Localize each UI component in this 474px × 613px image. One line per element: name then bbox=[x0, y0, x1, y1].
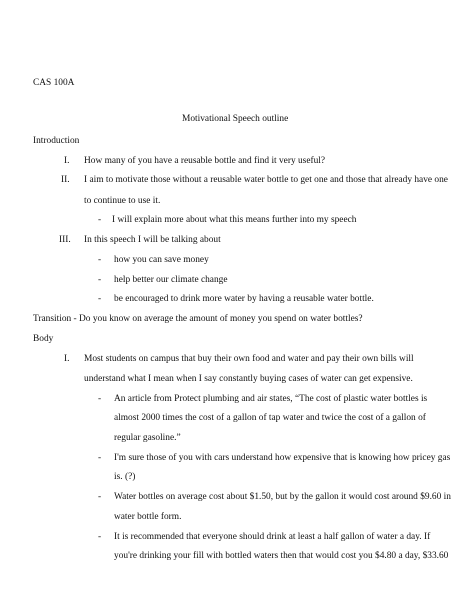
transition-text: Transition - Do you know on average the amount of money you spend on water bottles? bbox=[33, 314, 363, 324]
course-header: CAS 100A bbox=[33, 78, 75, 88]
list-marker: I. bbox=[64, 354, 70, 364]
body-heading: Body bbox=[33, 334, 54, 344]
subpoint-text: be encouraged to drink more water by having a reusable water bottle. bbox=[114, 294, 374, 304]
subpoint-text: is. (?) bbox=[114, 472, 136, 482]
bullet-dash: - bbox=[98, 492, 102, 502]
list-item-text: In this speech I will be talking about bbox=[84, 235, 221, 245]
subpoint-text: An article from Protect plumbing and air states, “The cost of plastic water bottles is bbox=[114, 394, 428, 404]
list-marker: II. bbox=[61, 175, 70, 185]
subpoint-text: It is recommended that everyone should drink at least a half gallon of water a day. If bbox=[114, 532, 431, 542]
subpoint-text: Water bottles on average cost about $1.50, but by the gallon it would cost around $9.60 in bbox=[114, 492, 451, 502]
subpoint-text: I will explain more about what this means further into my speech bbox=[112, 215, 357, 225]
subpoint-text: help better our climate change bbox=[114, 275, 228, 285]
bullet-dash: - bbox=[98, 532, 102, 542]
bullet-dash: - bbox=[98, 255, 102, 265]
list-item-text: I aim to motivate those without a reusable water bottle to get one and those that already have one bbox=[84, 175, 448, 185]
introduction-heading: Introduction bbox=[33, 136, 80, 146]
subpoint-text: almost 2000 times the cost of a gallon of tap water and twice the cost of a gallon of bbox=[114, 413, 426, 423]
list-item-text: understand what I mean when I say constantly buying cases of water can get expensive. bbox=[84, 374, 413, 384]
subpoint-text: I'm sure those of you with cars understand how expensive that is knowing how pricey gas bbox=[114, 453, 451, 463]
bullet-dash: - bbox=[98, 215, 102, 225]
subpoint-text: water bottle form. bbox=[114, 512, 182, 522]
bullet-dash: - bbox=[98, 294, 102, 304]
list-item-text: Most students on campus that buy their own food and water and pay their own bills will bbox=[84, 354, 414, 364]
list-marker: III. bbox=[59, 235, 71, 245]
bullet-dash: - bbox=[98, 453, 102, 463]
document-title: Motivational Speech outline bbox=[182, 114, 289, 124]
list-marker: I. bbox=[64, 156, 70, 166]
list-item-text: How many of you have a reusable bottle and find it very useful? bbox=[84, 156, 326, 166]
subpoint-text: regular gasoline.” bbox=[114, 433, 181, 443]
bullet-dash: - bbox=[98, 394, 102, 404]
subpoint-text: how you can save money bbox=[114, 255, 209, 265]
bullet-dash: - bbox=[98, 275, 102, 285]
subpoint-text: you're drinking your fill with bottled waters then that would cost you $4.80 a day, $33.60 bbox=[114, 551, 449, 561]
list-item-text: to continue to use it. bbox=[84, 196, 161, 206]
